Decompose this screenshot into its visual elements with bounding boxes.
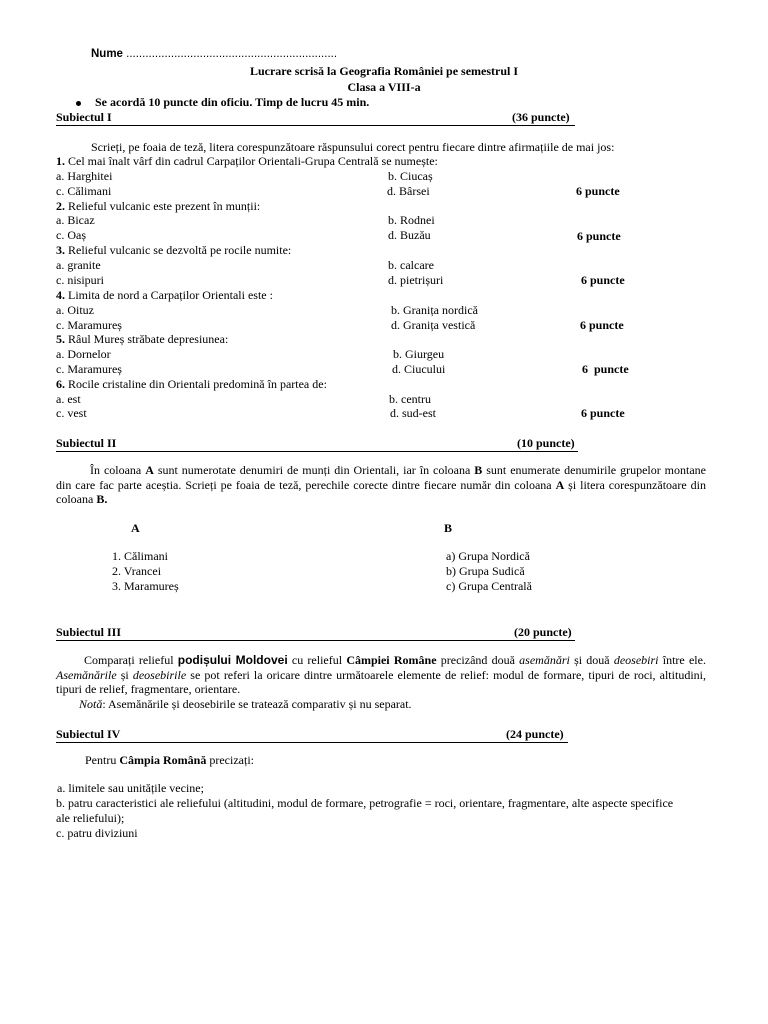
s1-intro: Scrieți, pe foaia de teză, litera corespunzătoare răspunsului corect pentru fiecare dintre afirmațiile de mai jos: <box>91 140 615 154</box>
s3-header <box>56 624 575 641</box>
column-a-item: 1. Călimani <box>112 549 168 563</box>
q2-option-d: d. Buzău <box>388 228 431 242</box>
q2-option-c: c. Oaș <box>56 228 86 242</box>
q4-text: 4. Limita de nord a Carpaților Orientali este : <box>56 288 273 302</box>
q6-option-a: a. est <box>56 392 81 406</box>
column-b-item: b) Grupa Sudică <box>446 564 525 578</box>
q1-option-c: c. Călimani <box>56 184 112 198</box>
note-bold: Se acordă 10 puncte din oficiu. <box>95 95 253 109</box>
q5-text: 5. Râul Mureș străbate depresiunea: <box>56 332 229 346</box>
s3-title: Subiectul III <box>56 625 122 639</box>
q1-points: 6 puncte <box>576 184 620 198</box>
column-b-item: c) Grupa Centrală <box>446 579 532 593</box>
s1-points: (36 puncte) <box>512 110 570 124</box>
q5-option-b: b. Giurgeu <box>393 347 445 361</box>
s3-note: Notă: Asemănările și deosebirile se tratează comparativ și nu separat. <box>79 697 412 711</box>
s4-intro: Pentru Câmpia Română precizați: <box>85 753 254 767</box>
q2-text: 2. Relieful vulcanic este prezent în munții: <box>56 199 261 213</box>
q5-option-d: d. Ciucului <box>392 362 446 376</box>
q2-points: 6 puncte <box>577 229 621 243</box>
s2-points: (10 puncte) <box>517 436 575 450</box>
q3-option-b: b. calcare <box>388 258 434 272</box>
q4-points: 6 puncte <box>580 318 624 332</box>
q4-option-b: b. Granița nordică <box>391 303 478 317</box>
q2-option-b: b. Rodnei <box>388 213 435 227</box>
name-dots: .................................................................. <box>126 48 338 60</box>
bullet-icon <box>76 101 81 106</box>
note-rest: Timp de lucru 45 min. <box>252 95 370 109</box>
q6-option-b: b. centru <box>389 392 431 406</box>
s1-title: Subiectul I <box>56 110 112 124</box>
q3-option-c: c. nisipuri <box>56 273 104 287</box>
q1-option-b: b. Ciucaș <box>388 169 433 183</box>
q5-option-a: a. Dornelor <box>56 347 111 361</box>
s4-item-c: c. patru diviziuni <box>56 826 138 840</box>
column-a-item: 3. Maramureș <box>112 579 179 593</box>
s4-points: (24 puncte) <box>506 727 564 741</box>
s2-header <box>56 435 578 452</box>
q1-option-a: a. Harghitei <box>56 169 113 183</box>
s2-instructions: În coloana A sunt numerotate denumiri de munți din Orientali, iar în coloana B sunt enumerate denumirile grupelor montane din care fac parte aceștia. Scrieți pe foaia de teză, perechile corecte dintre fiecare număr din coloana A și litera corespunzătoare din coloana B. <box>56 463 707 506</box>
q3-option-a: a. granite <box>56 258 101 272</box>
q5-option-c: c. Maramureș <box>56 362 122 376</box>
s2-title: Subiectul II <box>56 436 117 450</box>
q6-option-c: c. vest <box>56 406 87 420</box>
column-b-header: B <box>444 521 453 535</box>
s4-item-a: a. limitele sau unitățile vecine; <box>57 781 204 795</box>
s3-points: (20 puncte) <box>514 625 572 639</box>
name-label: Nume <box>91 48 127 60</box>
q2-option-a: a. Bicaz <box>56 213 95 227</box>
name-field <box>91 47 337 61</box>
q3-text: 3. Relieful vulcanic se dezvoltă pe rocile numite: <box>56 243 292 257</box>
column-a-item: 2. Vrancei <box>112 564 162 578</box>
exam-title: Lucrare scrisă la Geografia României pe semestrul I <box>249 64 519 78</box>
q4-option-a: a. Oituz <box>56 303 94 317</box>
class-label: Clasa a VIII-a <box>347 80 421 94</box>
s1-header <box>56 109 575 126</box>
s4-title: Subiectul IV <box>56 727 121 741</box>
s3-instructions: Comparați relieful podișului Moldovei cu relieful Câmpiei Române precizând două asemănări și două deosebiri între ele. Asemănările și deosebirile se pot referi la oricare dintre următoarele elemente de relief: modul de formare, tipuri de roci, altitudini, tipuri de relief, fragmentare, orientare. <box>56 653 706 696</box>
q5-points: 6 puncte <box>582 362 629 376</box>
q4-option-d: d. Granița vestică <box>391 318 476 332</box>
q6-text: 6. Rocile cristaline din Orientali predomină în partea de: <box>56 377 327 391</box>
s4-header <box>56 726 568 743</box>
column-b-item: a) Grupa Nordică <box>446 549 530 563</box>
q3-points: 6 puncte <box>581 273 625 287</box>
q4-option-c: c. Maramureș <box>56 318 122 332</box>
q6-option-d: d. sud-est <box>390 406 436 420</box>
s4-item-b: b. patru caracteristici ale reliefului (altitudini, modul de formare, petrografie = roci, orientare, fragmentare, alte aspecte specifice ale reliefului); <box>56 796 674 825</box>
q1-option-d: d. Bârsei <box>387 184 430 198</box>
column-a-header: A <box>131 521 140 535</box>
q6-points: 6 puncte <box>581 406 625 420</box>
q1-text: 1. Cel mai înalt vârf din cadrul Carpaților Orientali-Grupa Centrală se numește: <box>56 154 438 168</box>
q3-option-d: d. pietrișuri <box>388 273 444 287</box>
header-note <box>76 95 369 109</box>
